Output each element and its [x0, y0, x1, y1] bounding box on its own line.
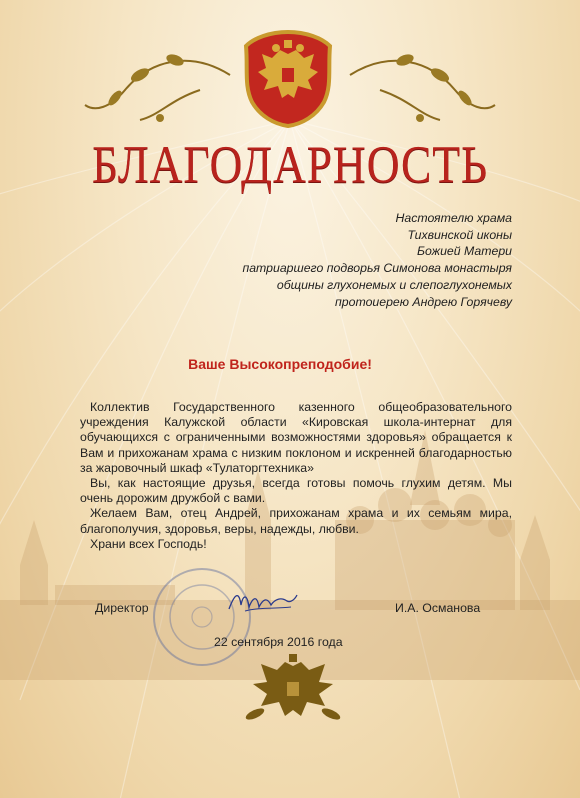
document-date: 22 сентября 2016 года [214, 635, 343, 649]
addressee-line: протоиерею Андрею Горячеву [335, 294, 512, 309]
signatory-title: Директор [95, 601, 149, 615]
body-paragraph: Коллектив Государственного казенного общеобразовательного учреждения Калужской области «Кировская школа-интернат для обучающихся с ограниченными возможностями здоровья» обращается к Вам и прихожанам храма с низким поклоном и искренней благодарностью за жаровочный шкаф «Тулаторгтехника» [80, 400, 512, 475]
double-headed-eagle-crest-icon [232, 28, 344, 128]
body-text [80, 400, 512, 552]
double-headed-eagle-icon [243, 652, 343, 728]
body-paragraph: Вы, как настоящие друзья, всегда готовы помочь глухим детям. Мы очень дорожим дружбой с вами. [80, 476, 512, 506]
signatory-name: И.А. Османова [395, 601, 481, 615]
greeting: Ваше Высокопреподобие! [188, 356, 372, 372]
handwritten-signature [225, 585, 300, 617]
addressee-line: Божией Матери [417, 244, 512, 259]
addressee-line: общины глухонемых и слепоглухонемых [276, 277, 512, 292]
body-paragraph: Желаем Вам, отец Андрей, прихожанам храма и их семьям мира, благополучия, здоровья, веры, надежды, любви. [80, 506, 512, 536]
addressee-line: Тихвинской иконы [407, 227, 512, 242]
document-title: БЛАГОДАРНОСТЬ [91, 136, 489, 194]
addressee-block [242, 210, 512, 310]
addressee-line: Настоятелю храма [395, 211, 512, 225]
addressee-line: патриаршего подворья Симонова монастыря [242, 261, 512, 276]
closing-line: Храни всех Господь! [90, 536, 207, 551]
round-seal-stamp-icon [150, 565, 255, 670]
